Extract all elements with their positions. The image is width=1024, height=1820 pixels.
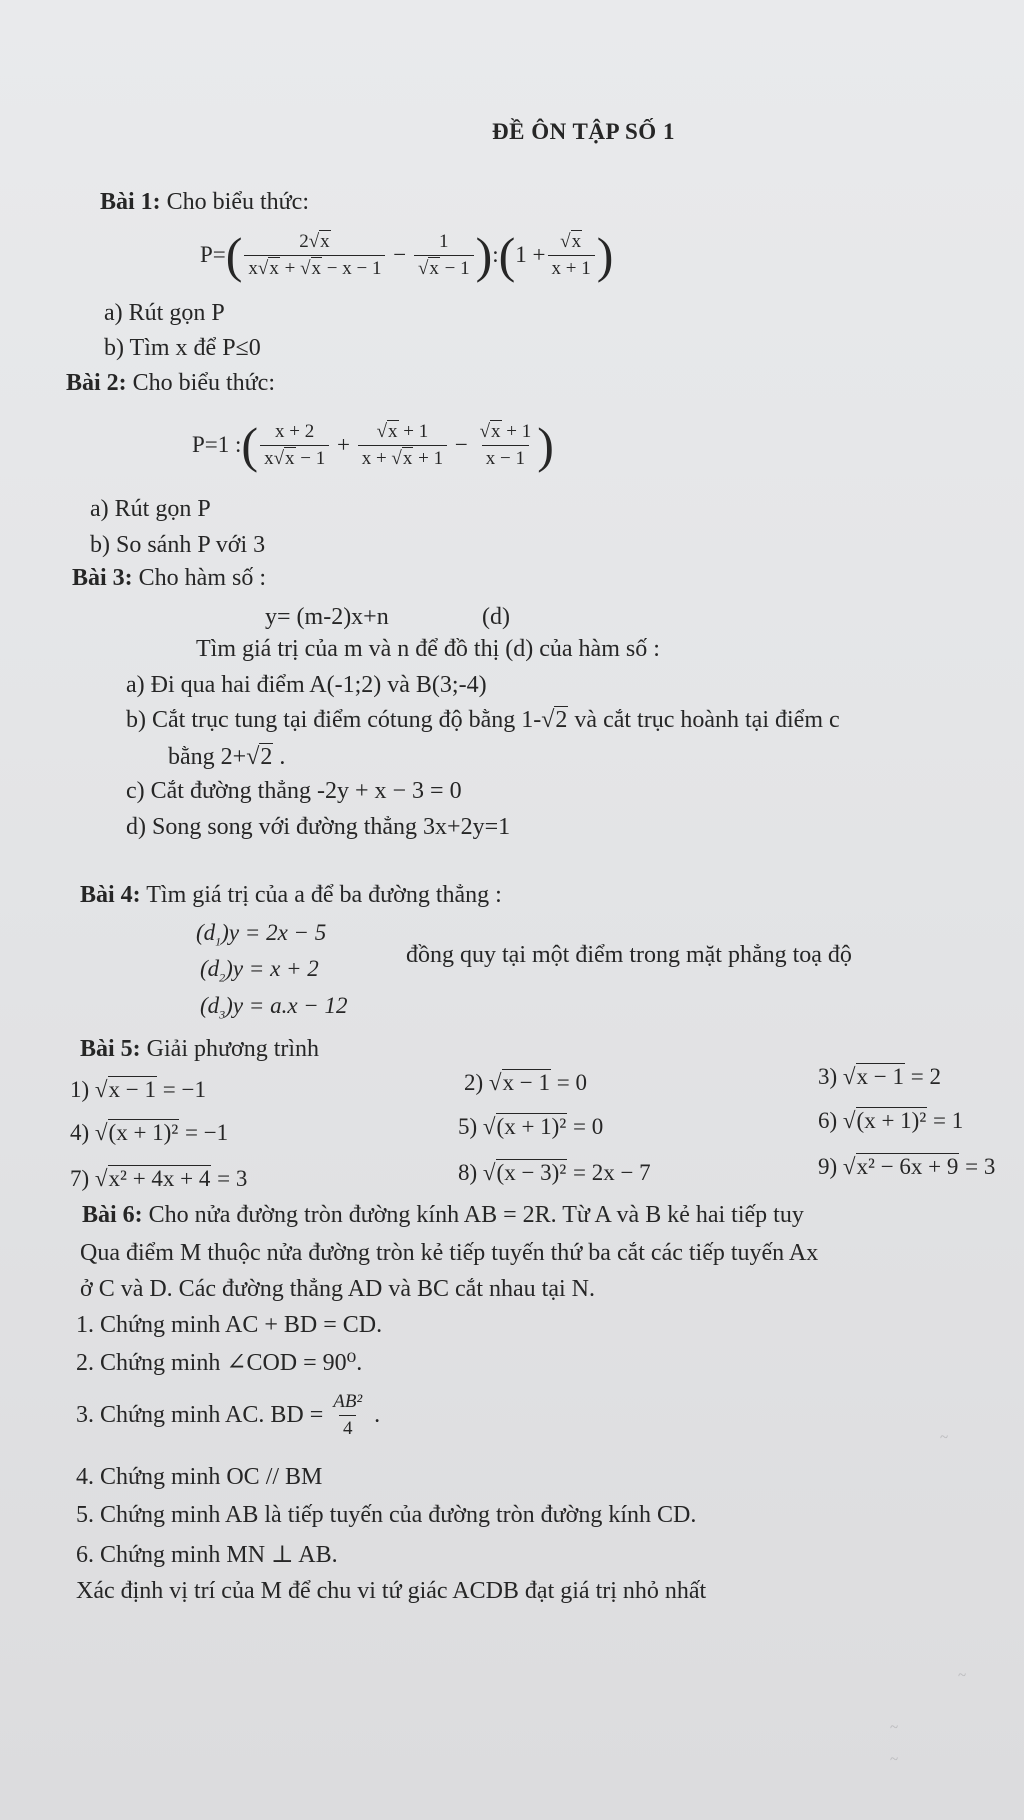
bai3-a: a) Đi qua hai điểm A(-1;2) và B(3;-4) xyxy=(126,672,487,698)
bai6-line-2: Qua điểm M thuộc nửa đường tròn kẻ tiếp tuyến thứ ba cắt các tiếp tuyến Ax xyxy=(80,1240,819,1266)
bai6-q6: 6. Chứng minh MN ⊥ AB. xyxy=(76,1542,338,1568)
bai4-text: Tìm giá trị của a để ba đường thẳng : xyxy=(140,882,502,908)
bai5-eq-3: 3) √x − 1 = 2 xyxy=(818,1064,942,1089)
bai5-num-5: 5) xyxy=(458,1114,478,1139)
bai5-eq-1: 1) √x − 1 = −1 xyxy=(70,1077,206,1102)
bai4-note: đồng quy tại một điểm trong mặt phẳng toạ độ xyxy=(406,942,852,968)
bai3-b: b) Cắt trục tung tại điểm cótung độ bằng 1-√2 và cắt trục hoành tại điểm c xyxy=(126,707,840,733)
show-through-mark-1: ~ xyxy=(940,1430,949,1446)
page-title: ĐỀ ÔN TẬP SỐ 1 xyxy=(492,119,675,144)
bai5-num-3: 3) xyxy=(818,1064,838,1089)
bai5-num-9: 9) xyxy=(818,1154,838,1179)
bai1-heading xyxy=(100,187,309,217)
bai3-text: Cho hàm số : xyxy=(132,565,267,591)
bai3-function: y= (m-2)x+n xyxy=(265,604,389,630)
bai4-line-d3: $(d_3)y = a.x - 12$ xyxy=(200,993,348,1022)
show-through-mark-3: ~ xyxy=(890,1720,899,1736)
bai6-q5: 5. Chứng minh AB là tiếp tuyến của đường tròn đường kính CD. xyxy=(76,1502,697,1528)
bai6-q3-text: 3. Chứng minh AC. BD = xyxy=(76,1402,324,1428)
bai5-eq-9: 9) √x² − 6x + 9 = 3 xyxy=(818,1154,996,1179)
bai3-heading xyxy=(72,563,266,593)
bai1-formula: P= ( $\frac{2√x}{x√x + √x - x - 1}$ − $\frac{1}{√x - 1}$ ) : ( 1 + $\frac{√x}{x + 1}$ ) xyxy=(200,227,614,283)
bai3-b-continued: bằng 2+√2 . xyxy=(168,744,286,770)
show-through-mark-2: ~ xyxy=(958,1668,967,1684)
bai4-label: Bài 4: xyxy=(80,882,141,908)
bai6-q4: 4. Chứng minh OC // BM xyxy=(76,1464,323,1490)
bai3-d: d) Song song với đường thẳng 3x+2y=1 xyxy=(126,814,511,840)
bai2-heading xyxy=(66,368,275,398)
bai1-a: a) Rút gọn P xyxy=(104,300,225,326)
bai4-d2: y = x + 2 xyxy=(232,956,319,981)
bai5-num-4: 4) xyxy=(70,1120,90,1145)
bai3-function-tag: (d) xyxy=(482,604,510,630)
bai1-text: Cho biểu thức: xyxy=(160,189,309,215)
bai5-eq-8: 8) √(x − 3)² = 2x − 7 xyxy=(458,1160,651,1185)
bai3-b-part3: bằng 2+ xyxy=(168,744,247,770)
bai5-num-2: 2) xyxy=(464,1070,484,1095)
bai6-last: Xác định vị trí của M để chu vi tứ giác ACDB đạt giá trị nhỏ nhất xyxy=(76,1578,707,1604)
bai4-line-d2: $(d_2)y = x + 2$ xyxy=(200,956,319,985)
bai5-label: Bài 5: xyxy=(80,1036,141,1062)
bai6-label: Bài 6: xyxy=(82,1202,143,1228)
bai3-label: Bài 3: xyxy=(72,565,133,591)
show-through-mark-4: ~ xyxy=(890,1752,899,1768)
bai2-label: Bài 2: xyxy=(66,370,127,396)
bai6-q2: 2. Chứng minh ∠COD = 90⁰. xyxy=(76,1350,363,1376)
bai5-text: Giải phương trình xyxy=(140,1036,320,1062)
bai4-d3: y = a.x − 12 xyxy=(232,993,348,1018)
bai5-eq-5: 5) √(x + 1)² = 0 xyxy=(458,1114,604,1139)
bai3-b-part2: và cắt trục hoành tại điểm c xyxy=(568,707,840,733)
bai2-b: b) So sánh P với 3 xyxy=(90,532,266,558)
bai6-q3: 3. Chứng minh AC. BD = $\frac{\text{AB²}}{4}$ . xyxy=(76,1390,381,1439)
bai5-eq-7: 7) √x² + 4x + 4 = 3 xyxy=(70,1166,248,1191)
bai1-b: b) Tìm x để P≤0 xyxy=(104,335,261,361)
bai2-a: a) Rút gọn P xyxy=(90,496,211,522)
bai5-num-1: 1) xyxy=(70,1077,90,1102)
bai5-heading xyxy=(80,1034,319,1064)
bai4-d1: y = 2x − 5 xyxy=(228,920,327,945)
bai5-num-7: 7) xyxy=(70,1166,90,1191)
bai4-line-d1: $(d_1)y = 2x - 5$ xyxy=(196,920,327,949)
bai1-label: Bài 1: xyxy=(100,189,161,215)
bai3-intro: Tìm giá trị của m và n để đồ thị (d) của hàm số : xyxy=(196,636,660,662)
bai4-heading xyxy=(80,880,502,910)
bai2-formula: P=1 : ( $\frac{x + 2}{x√x - 1}$ + $\frac{√x + 1}{x + √x + 1}$ − $\frac{√x + 1}{x - 1}$ ) xyxy=(192,417,554,473)
bai3-b-part1: b) Cắt trục tung tại điểm cótung độ bằng 1- xyxy=(126,707,542,733)
bai6-q1: 1. Chứng minh AC + BD = CD. xyxy=(76,1312,383,1338)
bai6-line-1 xyxy=(82,1200,804,1230)
bai3-c: c) Cắt đường thẳng -2y + x − 3 = 0 xyxy=(126,778,462,804)
bai2-text: Cho biểu thức: xyxy=(126,370,275,396)
bai6-text-1: Cho nửa đường tròn đường kính AB = 2R. Từ A và B kẻ hai tiếp tuy xyxy=(142,1202,804,1228)
bai5-num-8: 8) xyxy=(458,1160,478,1185)
bai6-line-3: ở C và D. Các đường thẳng AD và BC cắt nhau tại N. xyxy=(80,1276,595,1302)
bai5-eq-6: 6) √(x + 1)² = 1 xyxy=(818,1108,964,1133)
bai5-num-6: 6) xyxy=(818,1108,838,1133)
bai5-eq-2: 2) √x − 1 = 0 xyxy=(464,1070,588,1095)
bai5-eq-4: 4) √(x + 1)² = −1 xyxy=(70,1120,229,1145)
